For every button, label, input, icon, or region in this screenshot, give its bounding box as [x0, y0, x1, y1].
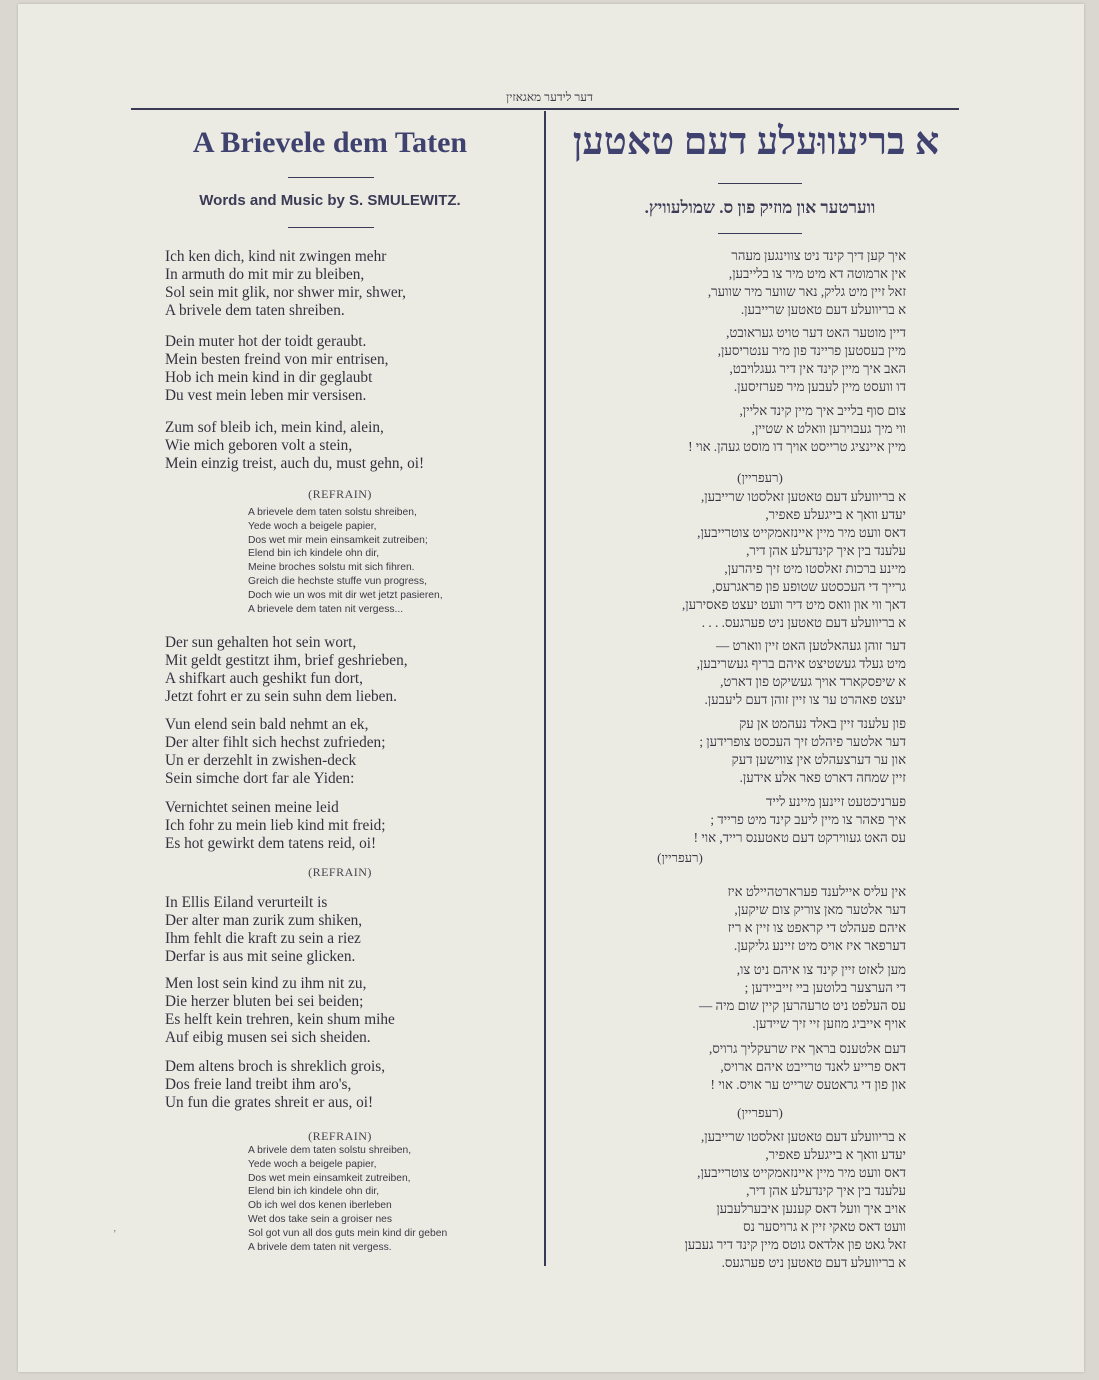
- verse-line: Mein besten freind von mir entrisen,: [165, 351, 389, 368]
- refrain-line: Dos wet mein einsamkeit zutreiben,: [248, 1172, 411, 1184]
- refrain-line: Sol got vun all dos guts mein kind dir geben: [248, 1227, 448, 1239]
- yiddish-stanza-9: [566, 1040, 906, 1094]
- verse-line: Der sun gehalten hot sein wort,: [165, 634, 357, 651]
- verse-line: מיט געלד געשטיצט איהם בריף געשריבען,: [696, 656, 906, 671]
- refrain-line: Yede woch a beigele papier,: [248, 520, 377, 532]
- verse-line: צום סוף בלייב איך מיין קינד אליין,: [739, 403, 906, 418]
- verse-line: Ihm fehlt die kraft zu sein a riez: [165, 930, 361, 947]
- verse-line: יעצט פאהרט ער צו זיין זוהן דעם ליעבען.: [704, 692, 906, 707]
- verse-line: זאל זיין מיט גליק, נאר שווער מיר שווער,: [707, 284, 906, 299]
- column-divider: [544, 111, 546, 1266]
- yiddish-stanza-8: [566, 961, 906, 1033]
- verse-line: די הערצער בלוטען ביי זייביידען ;: [744, 980, 906, 995]
- verse-line: זיין שמחה דארט פאר אלע אידען.: [739, 770, 906, 785]
- verse-line: Dos freie land treibt ihm aro's,: [165, 1076, 352, 1093]
- title-rule: [288, 177, 374, 178]
- yiddish-stanza-2: [566, 324, 906, 396]
- verse-line: א בריוועלע דעם טאטען שרייבען.: [740, 302, 906, 317]
- yiddish-refrain-label: (רעפריין): [737, 470, 783, 485]
- refrain-line: זאל גאט פון אלדאס גוטס מיין קינד דיר געבען: [684, 1237, 906, 1252]
- margin-mark: ʼ: [113, 1229, 117, 1240]
- refrain-line: יעדע וואך א בייגעלע פאפיר,: [765, 1147, 906, 1162]
- refrain-line: דאס וועט מיר מיין איינזאמקייט צוטרייבען,: [697, 525, 906, 540]
- verse-line: Sein simche dort far ale Yiden:: [165, 770, 355, 787]
- yiddish-credit: ווערטער און מוזיק פון ס. שמולעוויץ.: [644, 198, 876, 217]
- english-title: A Brievele dem Taten: [192, 126, 468, 159]
- english-stanza-4: [165, 634, 535, 706]
- verse-line: איהם פעהלט די קראפט צו זיין א ריז: [727, 920, 906, 935]
- verse-line: Dein muter hot der toidt geraubt.: [165, 333, 367, 350]
- english-credit: Words and Music by S. SMULEWITZ.: [199, 192, 461, 209]
- verse-line: Un fun die grates shreit er aus, oi!: [165, 1094, 374, 1111]
- refrain-line: מיינע ברכות זאלסטו מיט זיך פיהרען,: [724, 561, 906, 576]
- yiddish-stanza-5: [566, 715, 906, 787]
- verse-line: און ער דערצעהלט אין צווישען דעק: [731, 752, 906, 767]
- refrain-line: א בריוועלע דעם טאטען ניט פערגעס. . . .: [701, 615, 906, 630]
- refrain-line: Greich die hechste stuffe vun progress,: [248, 575, 427, 587]
- verse-line: ווי מיך געבוירען וואלט א שטיין,: [751, 421, 906, 436]
- verse-line: Der alter fihlt sich hechst zufrieden;: [165, 734, 386, 751]
- verse-line: Un er derzehlt in zwishen-deck: [165, 752, 357, 769]
- verse-line: דיין מוטער האט דער טויט געראובט,: [726, 325, 906, 340]
- verse-line: Du vest mein leben mir versisen.: [165, 387, 367, 404]
- refrain-line: Meine broches solstu mit sich fihren.: [248, 562, 415, 574]
- verse-line: דער אלטער מאן צוריק צום שיקען,: [734, 902, 906, 917]
- english-refrain-1: [248, 506, 538, 616]
- verse-line: Dem altens broch is shreklich grois,: [165, 1058, 386, 1075]
- english-stanza-6: [165, 799, 535, 853]
- yiddish-title: א בריעווּעלע דעם טאטען: [572, 121, 940, 163]
- refrain-line: Elend bin ich kindele ohn dir,: [248, 548, 380, 560]
- refrain-label: (REFRAIN): [308, 865, 372, 879]
- verse-line: איך פאהר צו מיין ליעב קינד מיט פרייד ;: [710, 812, 906, 827]
- verse-line: Es hot gewirkt dem tatens reid, oi!: [165, 835, 377, 852]
- verse-line: Die herzer bluten bei sei beiden;: [165, 993, 364, 1010]
- english-refrain-2: [248, 1144, 538, 1254]
- refrain-line: A brievele dem taten nit vergess...: [248, 603, 404, 615]
- verse-line: Hob ich mein kind in dir geglaubt: [165, 369, 373, 386]
- yiddish-refrain-1: [566, 488, 906, 632]
- refrain-line: Ob ich wel dos kenen iberleben: [248, 1200, 392, 1212]
- verse-line: Ich fohr zu mein lieb kind mit freid;: [165, 817, 386, 834]
- verse-line: Zum sof bleib ich, mein kind, alein,: [165, 419, 384, 436]
- refrain-line: וועט דאס טאקי זיין א גרויסער נס: [743, 1219, 906, 1234]
- refrain-line: Doch wie un wos mit dir wet jetzt pasieren,: [248, 589, 443, 601]
- header-rule: [131, 108, 959, 110]
- verse-line: עס האט געווירקט דעם טאטענס רייד, אוי !: [693, 830, 906, 845]
- refrain-line: A brievele dem taten solstu shreiben,: [248, 507, 417, 518]
- yiddish-credit-rule: [718, 233, 802, 234]
- refrain-label: (REFRAIN): [308, 1129, 372, 1143]
- verse-line: אין ארמוטה דא מיט מיר צו בלייבען,: [728, 266, 906, 281]
- yiddish-refrain-label: (רעפריין): [657, 850, 703, 865]
- verse-line: In Ellis Eiland verurteilt is: [165, 894, 328, 911]
- verse-line: Es helft kein trehren, kein shum mihe: [165, 1011, 395, 1028]
- refrain-line: Dos wet mir mein einsamkeit zutreiben;: [248, 534, 428, 546]
- verse-line: Vernichtet seinen meine leid: [165, 799, 339, 816]
- refrain-line: א בריוועלע דעם טאטען זאלסטו שרייבען,: [700, 489, 906, 504]
- verse-line: Der alter man zurik zum shiken,: [165, 912, 363, 929]
- verse-line: מיין איינציג טרייסט אויך דו מוסט געהן. אוי !: [688, 439, 906, 454]
- english-stanza-1: [165, 248, 535, 320]
- refrain-line: Elend bin ich kindele ohn dir,: [248, 1186, 380, 1198]
- yiddish-stanza-7: [566, 883, 906, 955]
- running-head: דער לידער מאגאזין: [506, 90, 593, 104]
- refrain-line: A brivele dem taten nit vergess.: [248, 1241, 392, 1253]
- yiddish-stanza-1: [566, 247, 906, 319]
- verse-line: איך קען דיך קינד ניט צווינגען מעהר: [731, 248, 906, 263]
- verse-line: A brivele dem taten shreiben.: [165, 302, 345, 319]
- verse-line: עס העלפט ניט טרעהרען קיין שום מיה —: [699, 998, 906, 1013]
- yiddish-title-rule: [718, 183, 802, 184]
- refrain-line: דאך ווי און וואס מיט דיר וועט יעצט פאסירען,: [681, 597, 906, 612]
- verse-line: Jetzt fohrt er zu sein suhn dem lieben.: [165, 688, 397, 705]
- english-stanza-8: [165, 975, 535, 1047]
- verse-line: Sol sein mit glik, nor shwer mir, shwer,: [165, 284, 406, 301]
- verse-line: Men lost sein kind zu ihm nit zu,: [165, 975, 367, 992]
- english-stanza-5: [165, 716, 535, 788]
- verse-line: אויף אייביג מוזען זיי זיך שיידען.: [752, 1016, 906, 1031]
- verse-line: דער אלטער פיהלט זיך העכסט צופרידען ;: [699, 734, 906, 749]
- english-stanza-3: [165, 419, 535, 473]
- verse-line: Vun elend sein bald nehmt an ek,: [165, 716, 369, 733]
- yiddish-stanza-3: [566, 402, 906, 456]
- verse-line: Auf eibig musen sei sich sheiden.: [165, 1029, 371, 1046]
- verse-line: האב איך מיין קינד אין דיר געגלויבט,: [729, 361, 906, 376]
- refrain-line: עלענד בין איך קינדעלע אהן דיר,: [746, 543, 906, 558]
- verse-line: A shifkart auch geshikt fun dort,: [165, 670, 363, 687]
- verse-line: Mit geldt gestitzt ihm, brief geshrieben,: [165, 652, 408, 669]
- refrain-line: Yede woch a beigele papier,: [248, 1158, 377, 1170]
- verse-line: דער זוהן געהאלטען האט זיין ווארט —: [715, 638, 906, 653]
- yiddish-stanza-4: [566, 637, 906, 709]
- verse-line: פערניכטעט זיינען מיינע לייד: [766, 794, 906, 809]
- verse-line: אין עליס איילענד פערארטהיילט איז: [727, 884, 906, 899]
- refrain-line: אויב איך וועל דאס קענען איבערלעבען: [716, 1201, 906, 1216]
- refrain-line: עלענד בין איך קינדעלע אהן דיר,: [746, 1183, 906, 1198]
- english-stanza-2: [165, 333, 535, 405]
- refrain-label: (REFRAIN): [308, 487, 372, 501]
- verse-line: א שיפסקארד אויך געשיקט פון דארט,: [720, 674, 906, 689]
- yiddish-refrain-2: [566, 1128, 906, 1272]
- verse-line: In armuth do mit mir zu bleiben,: [165, 266, 365, 283]
- refrain-line: א בריוועלע דעם טאטען ניט פערגעס.: [721, 1255, 906, 1270]
- english-stanza-7: [165, 894, 535, 966]
- english-stanza-9: [165, 1058, 535, 1112]
- verse-line: דו וועסט מיין לעבען מיר פערזיסען.: [733, 379, 906, 394]
- verse-line: Mein einzig treist, auch du, must gehn, oi!: [165, 455, 425, 472]
- verse-line: Wie mich geboren volt a stein,: [165, 437, 353, 454]
- verse-line: דאס פרייע לאנד טרייבט איהם ארויס,: [720, 1059, 906, 1074]
- refrain-line: דאס וועט מיר מיין איינזאמקייט צוטרייבען,: [697, 1165, 906, 1180]
- verse-line: Ich ken dich, kind nit zwingen mehr: [165, 248, 387, 265]
- refrain-line: גרייך די העכסטע שטופע פון פראגרעס,: [711, 579, 906, 594]
- verse-line: מען לאזט זיין קינד צו איהם ניט צו,: [736, 962, 906, 977]
- refrain-line: Wet dos take sein a groiser nes: [248, 1213, 393, 1225]
- verse-line: Derfar is aus mit seine glicken.: [165, 948, 356, 965]
- verse-line: מיין בעסטען פריינד פון מיר ענטריסען,: [717, 343, 906, 358]
- credit-rule: [288, 227, 374, 228]
- refrain-line: יעדע וואך א בייגעלע פאפיר,: [765, 507, 906, 522]
- yiddish-stanza-6: [566, 793, 906, 847]
- verse-line: דעם אלטענס בראך איז שרעקליך גרויס,: [709, 1041, 906, 1056]
- verse-line: פון עלענד זיין באלד נעהמט אן עק: [739, 716, 906, 731]
- verse-line: דערפאר איז אויס מיט זיינע גליקען.: [733, 938, 906, 953]
- yiddish-refrain-label: (רעפריין): [737, 1105, 783, 1120]
- refrain-line: א בריוועלע דעם טאטען זאלסטו שרייבען,: [700, 1129, 906, 1144]
- verse-line: און פון די גראטעס שרייט ער אויס. אוי !: [710, 1077, 906, 1092]
- refrain-line: A brivele dem taten solstu shreiben,: [248, 1145, 412, 1156]
